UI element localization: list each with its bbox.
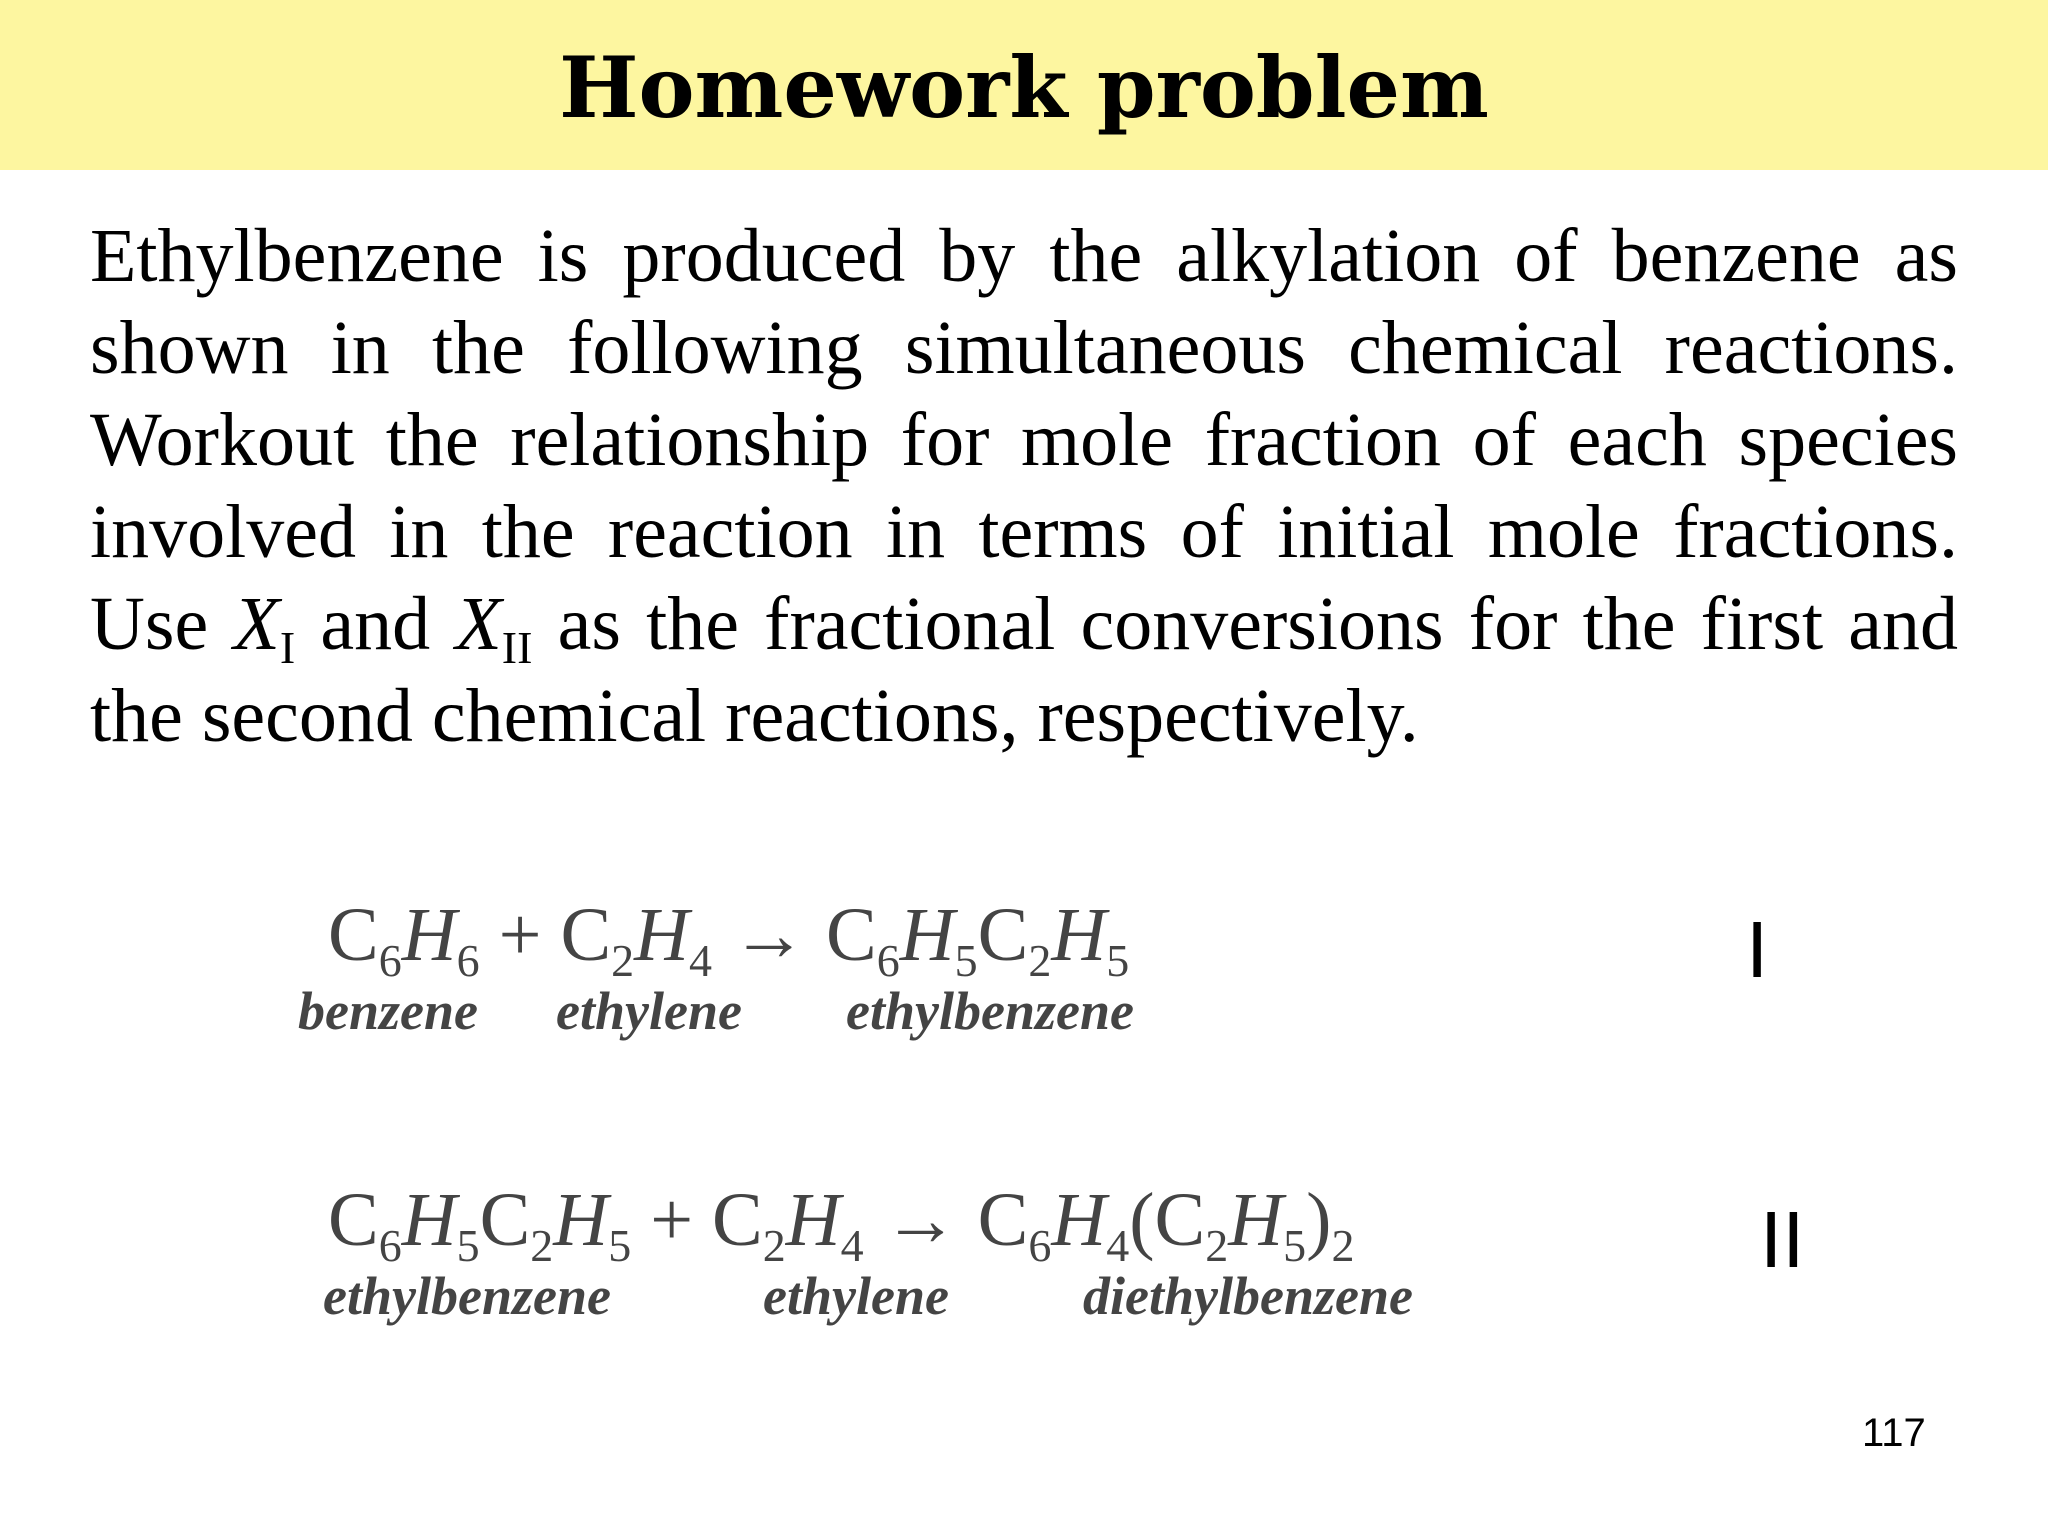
- problem-statement: [90, 210, 1958, 762]
- problem-and: and: [295, 582, 456, 666]
- reaction-1: [298, 890, 1134, 1050]
- reaction-2-name-reactant-2: ethylene: [763, 1266, 949, 1326]
- reaction-1-label: I: [1746, 905, 1769, 994]
- reaction-1-name-reactant-2: ethylene: [556, 981, 742, 1041]
- reaction-2-equation: $C_6H_5C_2H_5 + C_2H_4 \to C_6H_4(C_2H_5)_2$: [328, 1178, 1355, 1271]
- page-number: 117: [1862, 1411, 1926, 1455]
- conversion-variable-2: $X_{II}$: [455, 582, 533, 673]
- reaction-2-species-names: [323, 1265, 1413, 1335]
- reaction-1-name-product: ethylbenzene: [846, 981, 1134, 1041]
- reaction-1-name-reactant-1: benzene: [298, 981, 478, 1041]
- reaction-2-label: II: [1760, 1195, 1805, 1284]
- slide-title: Homework problem: [559, 38, 1489, 137]
- conversion-variable-1-subscript: I: [279, 622, 296, 673]
- reaction-1-species-names: [298, 980, 1134, 1050]
- reaction-2-name-product: diethylbenzene: [1083, 1266, 1413, 1326]
- problem-outro: as the fractional conversions for the first and the second chemical reactions, respectively.: [90, 582, 1958, 758]
- conversion-variable-2-subscript: II: [501, 622, 533, 673]
- reaction-2: [323, 1175, 1413, 1335]
- conversion-variable-1: $X_I$: [233, 582, 296, 673]
- reaction-1-equation: $C_6H_6 + C_2H_4 \to C_6H_5C_2H_5$: [328, 893, 1130, 986]
- reaction-2-name-reactant-1: ethylbenzene: [323, 1266, 611, 1326]
- problem-intro: Ethylbenzene is produced by the alkylation of benzene as shown in the following simultaneous chemical reactions. Workout the relationship for mole fraction of each species involved in the reaction in terms of initial mole fractions. Use: [90, 214, 1958, 666]
